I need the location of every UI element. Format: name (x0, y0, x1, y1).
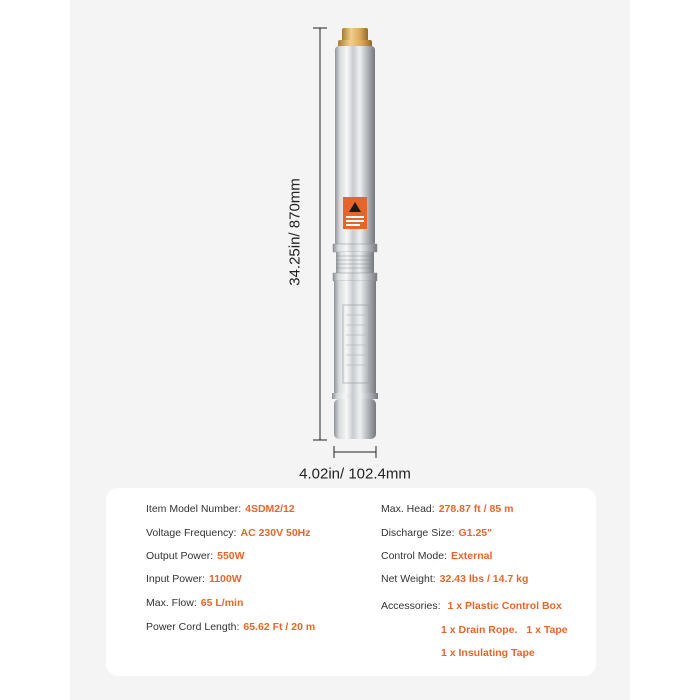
accessory-item: 1 x Insulating Tape (441, 647, 535, 659)
accessory-item: 1 x Plastic Control Box (447, 600, 562, 612)
motor-section (334, 281, 376, 393)
spec-accessories-line-3 (441, 647, 535, 659)
spec-model-number: Item Model Number: 4SDM2/12 (146, 503, 295, 515)
spec-discharge-size: Discharge Size: G1.25" (381, 527, 493, 539)
spec-control-mode: Control Mode: External (381, 550, 493, 562)
spec-max-head: Max. Head: 278.87 ft / 85 m (381, 503, 514, 515)
spec-power-cord-length: Power Cord Length: 65.62 Ft / 20 m (146, 621, 316, 633)
accessory-item: 1 x Tape (526, 624, 568, 636)
height-dimension-line (313, 28, 327, 440)
spec-voltage-frequency: Voltage Frequency: AC 230V 50Hz (146, 527, 311, 539)
height-dimension-label: 34.25in/ 870mm (286, 178, 304, 286)
accessory-item: 1 x Drain Rope. (441, 624, 518, 636)
spec-max-flow: Max. Flow: 65 L/min (146, 597, 244, 609)
intake-screen (336, 252, 374, 274)
width-dimension-line (334, 446, 376, 458)
spec-accessories-line-2 (441, 624, 568, 636)
brass-outlet (338, 28, 372, 48)
width-dimension-label: 4.02in/ 102.4mm (299, 465, 411, 483)
spec-output-power: Output Power: 550W (146, 550, 245, 562)
spec-net-weight: Net Weight: 32.43 lbs / 14.7 kg (381, 573, 529, 585)
pump-body (332, 46, 378, 439)
spec-input-power: Input Power: 1100W (146, 573, 242, 585)
spec-accessories: Accessories: 1 x Plastic Control Box (381, 600, 562, 612)
